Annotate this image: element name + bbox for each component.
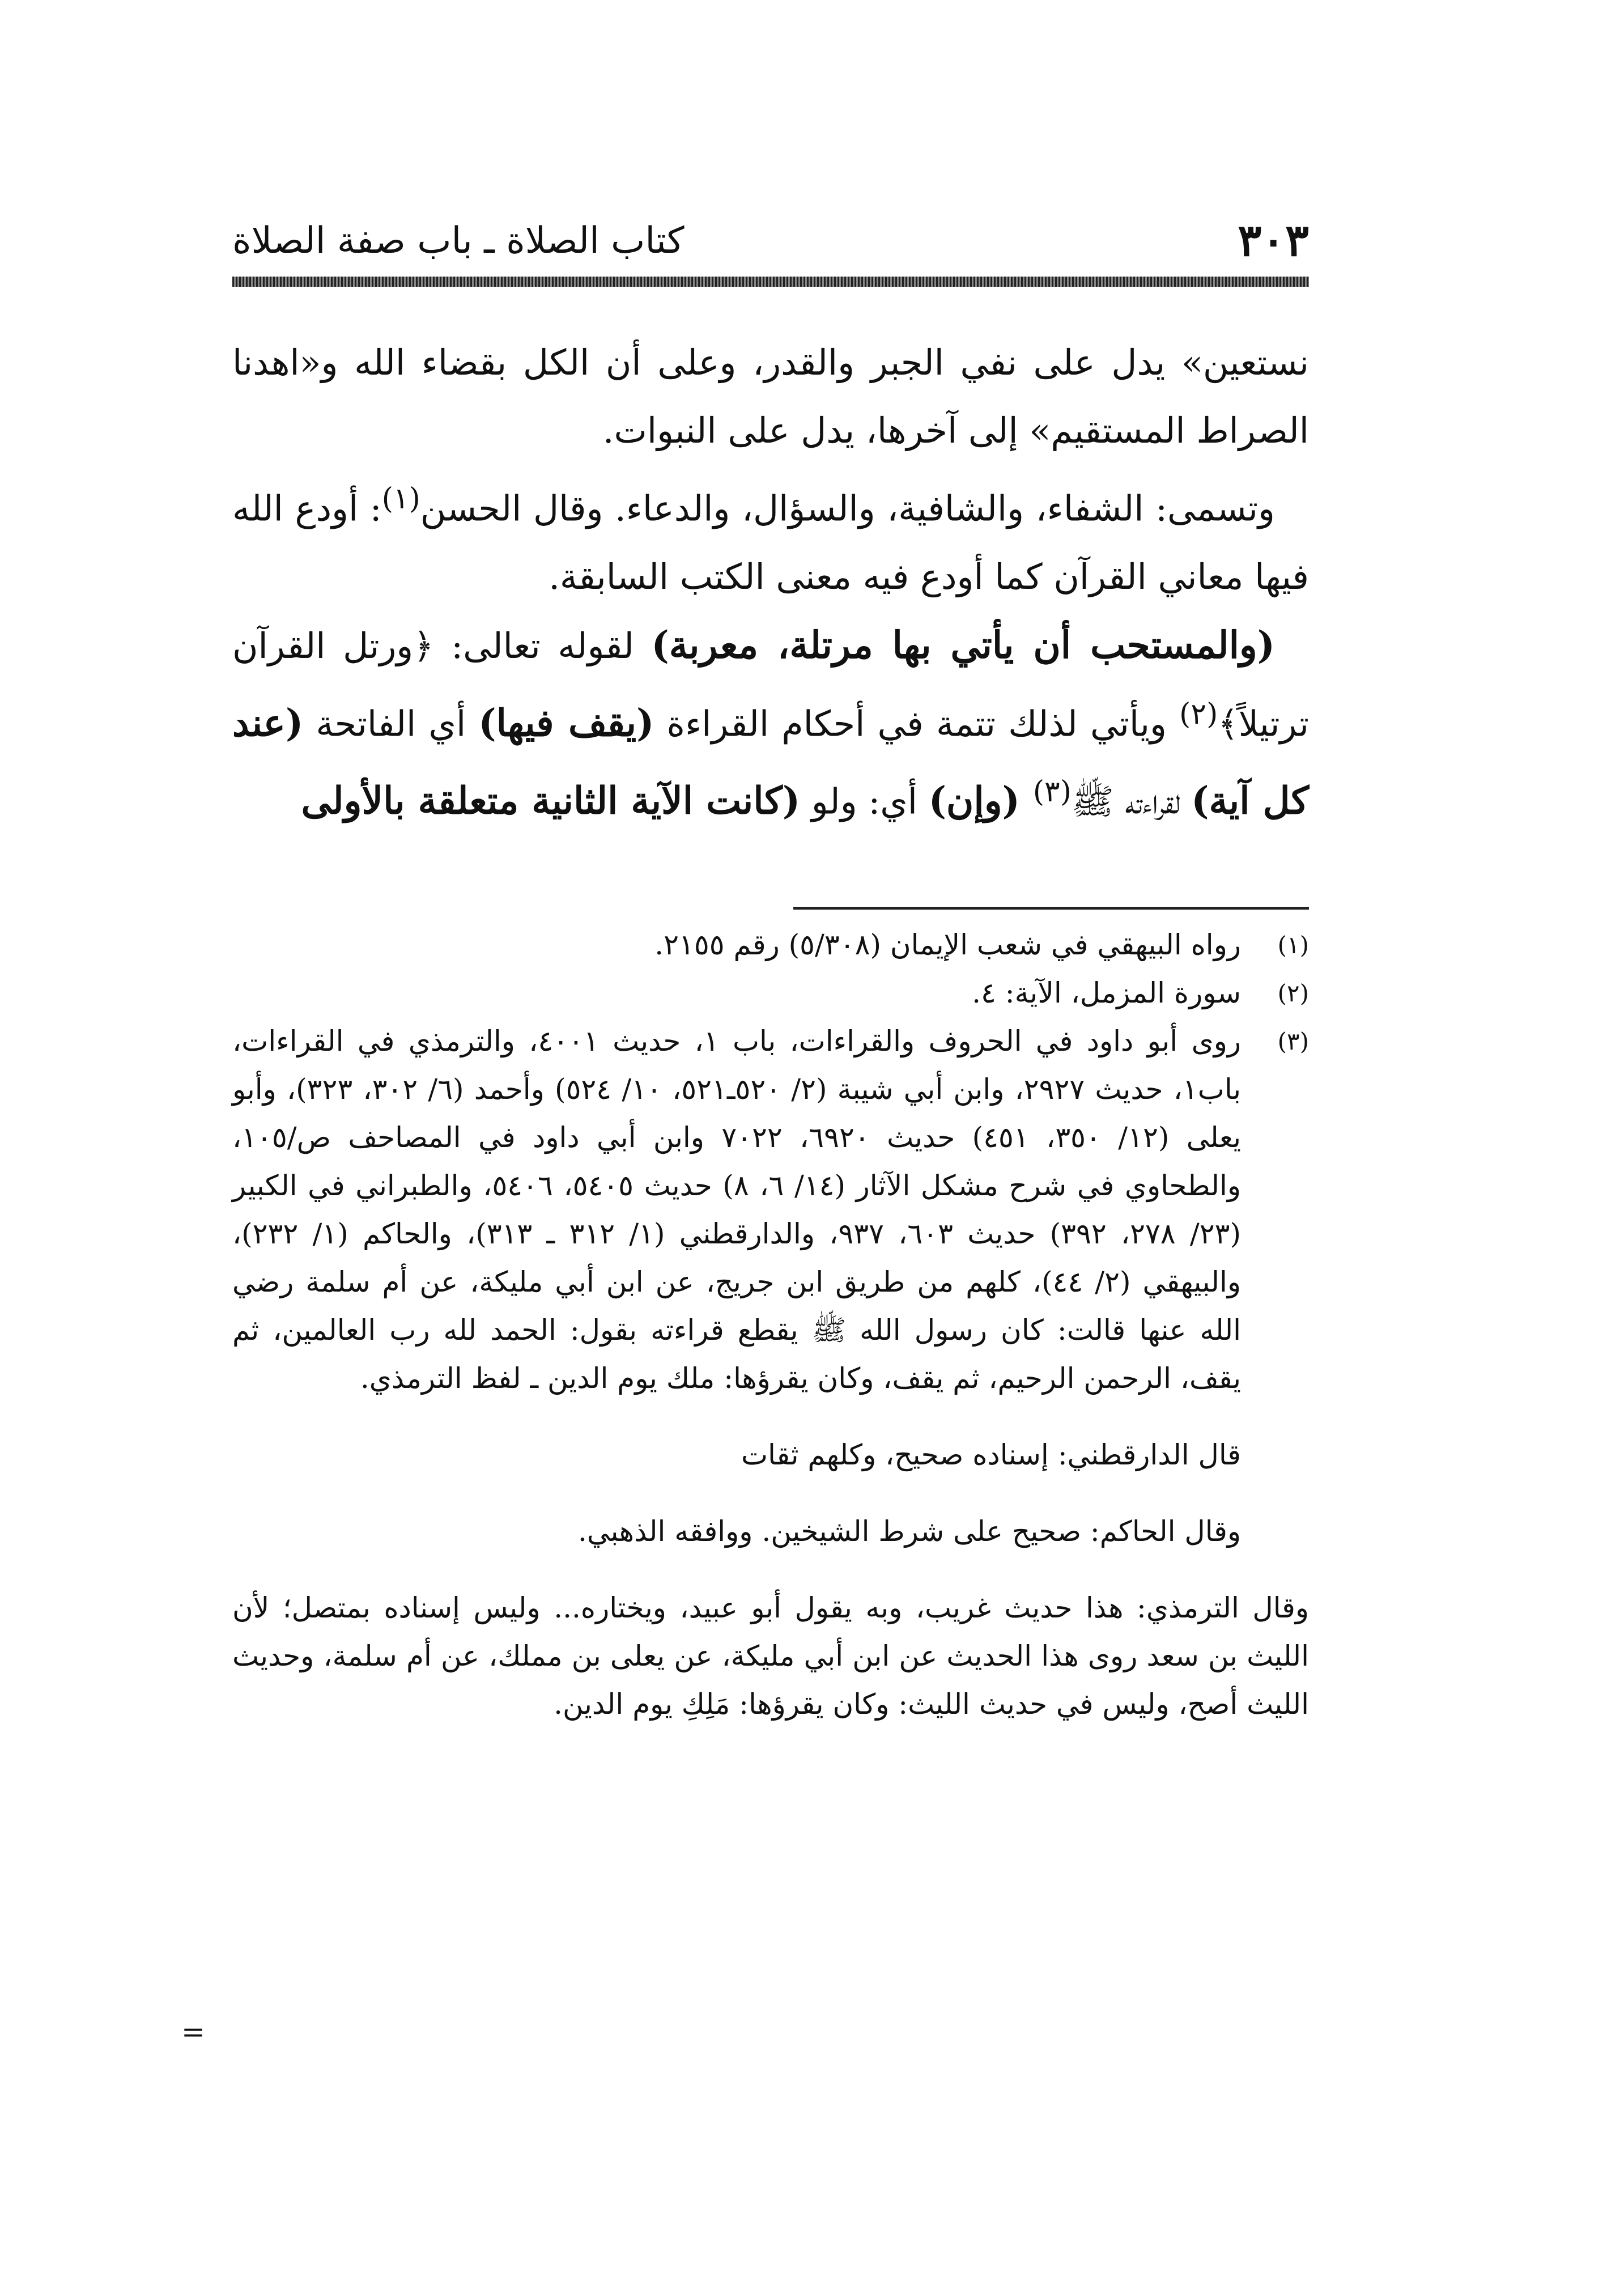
footnote-quote-tirmidhi: وقال الترمذي: هذا حديث غريب، وبه يقول أبو عبيد، ويختاره... وليس إسناده بمتصل؛ لأن الليث بن سعد روى هذا الحديث عن ابن أبي مليكة، عن يعلى بن مملك، عن أم سلمة، وحديث الليث أصح، وليس في حديث الليث: وكان يقرؤها: مَلِكِ يوم الدين. xyxy=(232,1591,1309,1721)
footnote-ref-1: (١) xyxy=(381,482,420,516)
header-rule xyxy=(232,277,1309,287)
matn-phrase-2: (يقف فيها) xyxy=(478,700,654,745)
commentary-5: أي: ولو xyxy=(800,780,929,822)
commentary-3: أي الفاتحة xyxy=(303,703,479,745)
paragraph-2 xyxy=(232,465,1309,611)
footnotes xyxy=(232,921,1309,1729)
matn-phrase-5: (كانت الآية الثانية متعلقة بالأولى xyxy=(301,778,801,823)
paragraph-3 xyxy=(232,611,1309,836)
footnote-number: (٢) xyxy=(1277,979,1309,1007)
footnote-2 xyxy=(232,969,1309,1017)
main-text xyxy=(232,329,1309,836)
paragraph-1: نستعين» يدل على نفي الجبر والقدر، وعلى أن الكل بقضاء الله و«اهدنا الصراط المستقيم» إلى آخرها، يدل على النبوات. xyxy=(232,342,1309,451)
continuation-mark: = xyxy=(181,2015,205,2048)
footnote-quote-hakim: وقال الحاكم: صحيح على شرط الشيخين. ووافقه الذهبي. xyxy=(577,1515,1241,1548)
footnote-ref-3: (٣) xyxy=(1032,775,1072,809)
footnote-number: (٣) xyxy=(1277,1027,1309,1055)
matn-phrase-3: (عند كل آية) xyxy=(232,700,1309,823)
running-title: كتاب الصلاة ـ باب صفة الصلاة xyxy=(232,220,685,262)
footnote-ref-2: (٢) xyxy=(1179,697,1218,731)
footnote-quote-daraqutni: قال الدارقطني: إسناده صحيح، وكلهم ثقات xyxy=(741,1438,1241,1471)
matn-phrase-4: (وإن) xyxy=(928,778,1033,823)
page-header xyxy=(232,215,1309,266)
footnote-separator xyxy=(793,907,1309,910)
footnote-1 xyxy=(232,921,1309,969)
page-number: ٣٠٣ xyxy=(1238,215,1309,266)
footnote-text: رواه البيهقي في شعب الإيمان (٥/٣٠٨) رقم ٢١٥٥. xyxy=(654,928,1241,961)
commentary-2: ويأتي لذلك تتمة في أحكام القراءة xyxy=(654,703,1180,745)
commentary-1: لقوله تعالى: ﴿ورتل القرآن ترتيلاً﴾ xyxy=(232,625,1309,745)
paragraph-2-part-b: : أودع الله فيها معاني القرآن كما أودع فيه معنى الكتب السابقة. xyxy=(232,487,1309,597)
commentary-4: لقراءته ﷺ xyxy=(1071,780,1192,822)
paragraph-2-part-a: وتسمى: الشفاء، والشافية، والسؤال، والدعاء. وقال الحسن xyxy=(420,487,1275,529)
matn-phrase-1: (والمستحب أن يأتي بها مرتلة، معربة) xyxy=(651,622,1275,667)
footnote-3 xyxy=(232,1017,1309,1403)
footnote-number: (١) xyxy=(1277,931,1309,959)
footnote-text: سورة المزمل، الآية: ٤. xyxy=(972,976,1241,1009)
footnote-text: روى أبو داود في الحروف والقراءات، باب ١، حديث ٤٠٠١، والترمذي في القراءات، باب١، حديث ٢٩٢٧، وابن أبي شيبة (٢/ ٥٢٠ـ٥٢١، ١٠/ ٥٢٤) وأحمد (٦/ ٣٠٢، ٣٢٣)، وأبو يعلى (١٢/ ٣٥٠، ٤٥١) حديث ٦٩٢٠، ٧٠٢٢ وابن أبي داود في المصاحف ص/١٠٥، والطحاوي في شرح مشكل الآثار (١٤/ ٦، ٨) حديث ٥٤٠٥، ٥٤٠٦، والطبراني في الكبير (٢٣/ ٢٧٨، ٣٩٢) حديث ٦٠٣، ٩٣٧، والدارقطني (١/ ٣١٢ ـ ٣١٣)، والحاكم (١/ ٢٣٢)، والبيهقي (٢/ ٤٤)، كلهم من طريق ابن جريج، عن ابن أبي مليكة، عن أم سلمة رضي الله عنها قالت: كان رسول الله ﷺ يقطع قراءته بقول: الحمد لله رب العالمين، ثم يقف، الرحمن الرحيم، ثم يقف، وكان يقرؤها: ملك يوم الدين ـ لفظ الترمذي. xyxy=(232,1025,1242,1395)
